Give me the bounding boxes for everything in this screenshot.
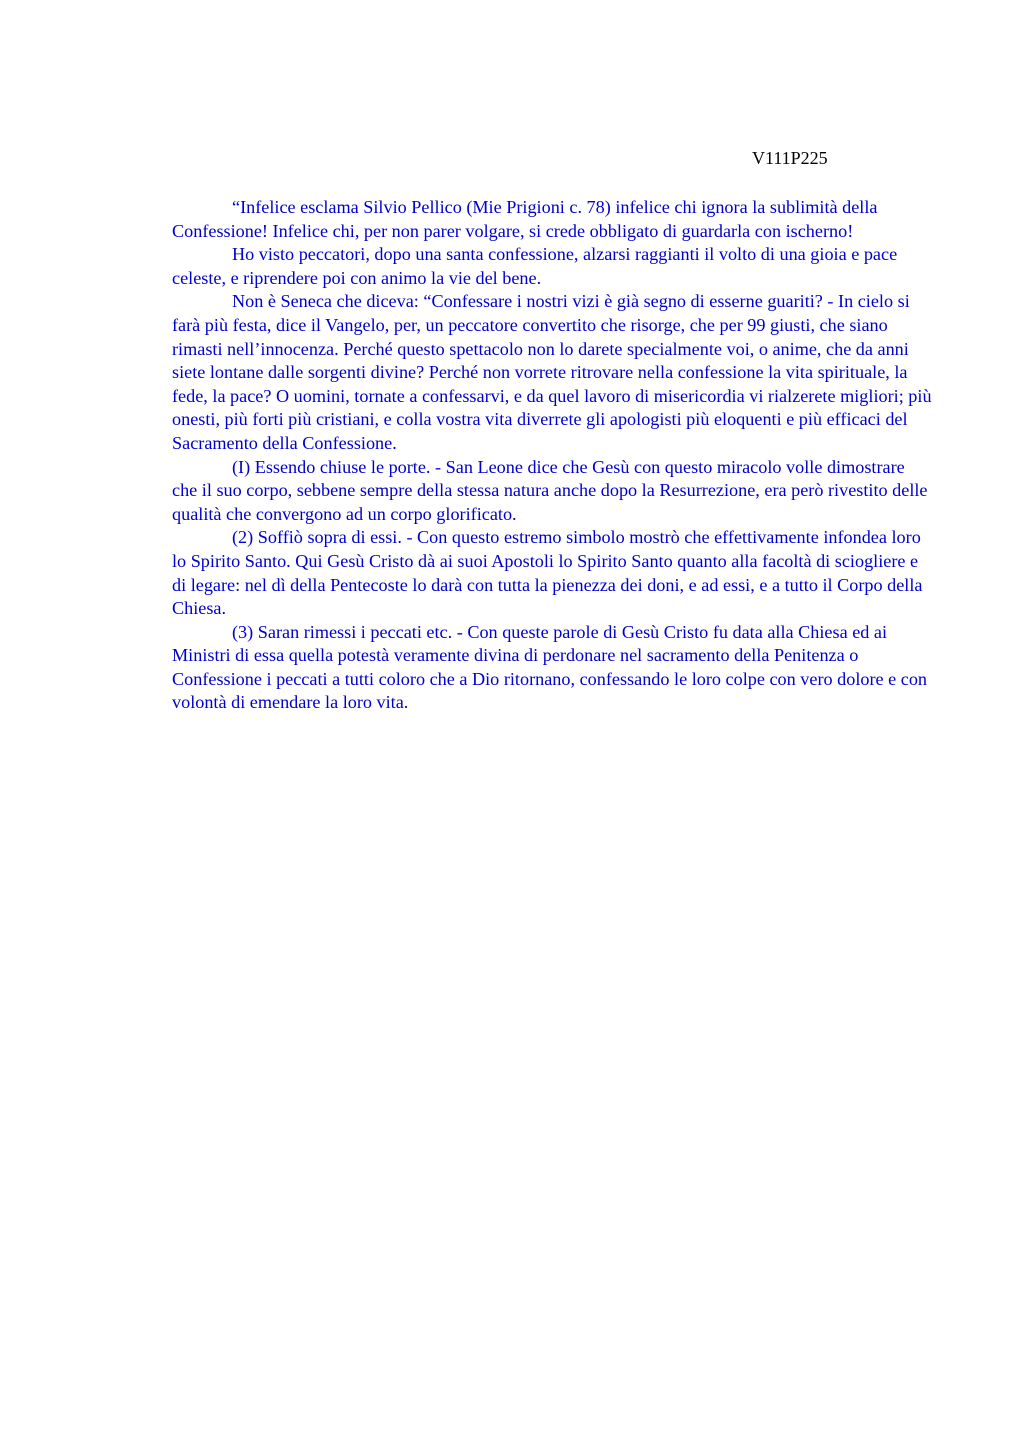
paragraph-4: (I) Essendo chiuse le porte. - San Leone dice che Gesù con questo miracolo volle dimostrare che il suo corpo, sebbene sempre della stessa natura anche dopo la Resurrezione, era però rivestito delle qualità che convergono ad un corpo glorificato.: [172, 456, 928, 524]
page-identifier: V111P225: [752, 148, 828, 168]
paragraph-3: Non è Seneca che diceva: “Confessare i nostri vizi è già segno di esserne guariti? - In cielo si farà più festa, dice il Vangelo, per, un peccatore convertito che risorge, che per 99 giusti, che siano rimasti nell’innocenza. Perché questo spettacolo non lo darete specialmente voi, o anime, che da anni siete lontane dalle sorgenti divine? Perché non vorrete ritrovare nella confessione la vita spirituale, la fede, la pace? O uomini, tornate a confessarvi, e da quel lavoro di misericordia vi rialzerete migliori; più onesti, più forti più cristiani, e colla vostra vita diverrete gli apologisti più eloquenti e più efficaci del Sacramento della Confessione.: [172, 291, 932, 453]
paragraph-2: Ho visto peccatori, dopo una santa confessione, alzarsi raggianti il volto di una gioia e pace celeste, e riprendere poi con animo la vie del bene.: [172, 244, 898, 288]
paragraph-6: (3) Saran rimessi i peccati etc. - Con queste parole di Gesù Cristo fu data alla Chiesa ed ai Ministri di essa quella potestà veramente divina di perdonare nel sacramento della Penitenza o Confessione i peccati a tutti coloro che a Dio ritornano, confessando le loro colpe con vero dolore e con volontà di emendare la loro vita.: [172, 621, 928, 713]
paragraph-1: “Infelice esclama Silvio Pellico (Mie Prigioni c. 78) infelice chi ignora la sublimità della Confessione! Infelice chi, per non parer volgare, si crede obbligato di guardarla con ischerno!: [172, 197, 878, 241]
document-body: [172, 196, 932, 715]
paragraph-5: (2) Soffiò sopra di essi. - Con questo estremo simbolo mostrò che effettivamente infondea loro lo Spirito Santo. Qui Gesù Cristo dà ai suoi Apostoli lo Spirito Santo quanto alla facoltà di sciogliere e di legare: nel dì della Pentecoste lo darà con tutta la pienezza dei doni, e ad essi, e a tutto il Corpo della Chiesa.: [172, 527, 923, 619]
